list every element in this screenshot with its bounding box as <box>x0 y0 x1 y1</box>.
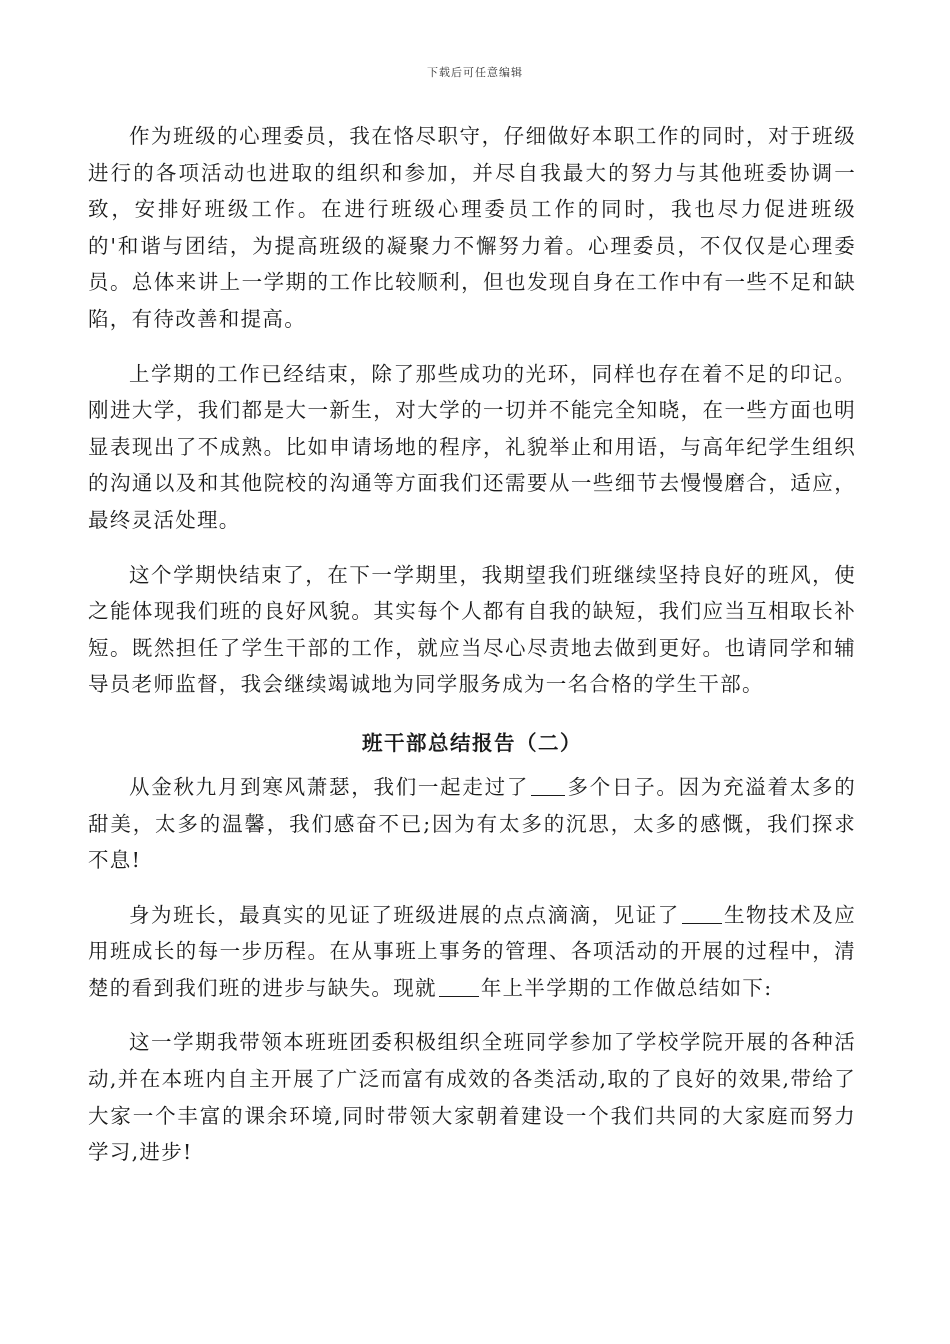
paragraph-psych-committee: 作为班级的心理委员，我在恪尽职守，仔细做好本职工作的同时，对于班级进行的各项活动也进取的组织和参加，并尽自我最大的努力与其他班委协调一致，安排好班级工作。在进行班级心理委员工作的同时，我也尽力促进班级的'和谐与团结，为提高班级的凝聚力不懈努力着。心理委员，不仅仅是心理委员。总体来讲上一学期的工作比较顺利，但也发现自身在工作中有一些不足和缺陷，有待改善和提高。 <box>88 124 856 331</box>
document-body <box>88 118 856 1171</box>
paragraph-activities: 这一学期我带领本班班团委积极组织全班同学参加了学校学院开展的各种活动,并在本班内自主开展了广泛而富有成效的各类活动,取的了良好的效果,带给了大家一个丰富的课余环境,同时带领大家朝着建设一个我们共同的大家庭而努力学习,进步! <box>88 1030 856 1165</box>
paragraph-monitor <box>88 897 856 1007</box>
page-header: 下载后可任意编辑 <box>427 66 523 79</box>
paragraph-monitor-part-b: 生物技术及应用班成长的每一步历程。在从事班上事务的管理、各项活动的开展的过程中，清楚的看到我们班的进步与缺失。现就 <box>88 902 856 1000</box>
fill-blank <box>682 903 722 924</box>
paragraph-last-semester: 上学期的工作已经结束，除了那些成功的光环，同样也存在着不足的印记。刚进大学，我们都是大一新生，对大学的一切并不能完全知晓，在一些方面也明显表现出了不成熟。比如申请场地的程序，礼貌举止和用语，与高年纪学生组织的沟通以及和其他院校的沟通等方面我们还需要从一些细节去慢慢磨合，适应，最终灵活处理。 <box>88 361 856 532</box>
section-title: 班干部总结报告（二） <box>362 730 582 755</box>
paragraph-autumn-part-a: 从金秋九月到寒风萧瑟，我们一起走过了 <box>129 774 530 799</box>
paragraph-autumn-part-b: 多个日子。因为充溢着太多的甜美，太多的温馨，我们感奋不已;因为有太多的沉思，太多的感慨，我们探求不息! <box>88 774 856 873</box>
paragraph-monitor-part-c: 年上半学期的工作做总结如下: <box>480 975 773 1000</box>
paragraph-next-semester: 这个学期快结束了，在下一学期里，我期望我们班继续坚持良好的班风，使之能体现我们班的良好风貌。其实每个人都有自我的缺短，我们应当互相取长补短。既然担任了学生干部的工作，就应当尽心尽责地去做到更好。也请同学和辅导员老师监督，我会继续竭诚地为同学服务成为一名合格的学生干部。 <box>88 562 856 697</box>
fill-blank <box>531 775 565 796</box>
paragraph-autumn <box>88 769 856 879</box>
fill-blank <box>439 976 479 997</box>
paragraph-monitor-part-a: 身为班长，最真实的见证了班级进展的点点滴滴，见证了 <box>129 902 680 927</box>
